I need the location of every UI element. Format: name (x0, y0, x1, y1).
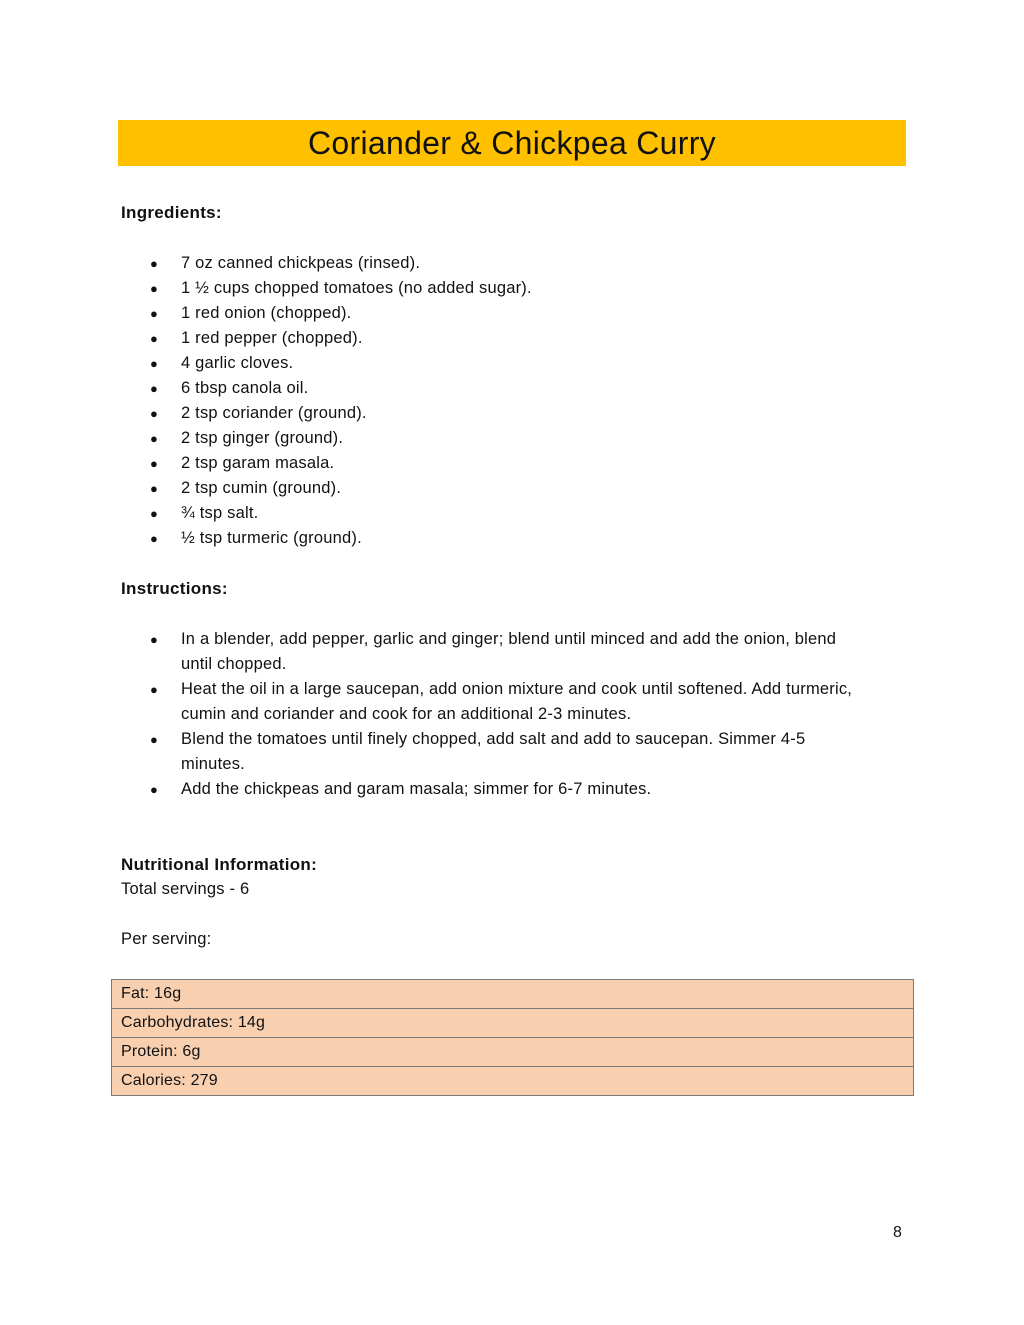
bullet-icon: ● (150, 531, 159, 546)
nutrition-carbohydrates: Carbohydrates: 14g (112, 1009, 914, 1038)
ingredient-item: ● 7 oz canned chickpeas (rinsed). (150, 251, 870, 276)
bullet-icon: ● (150, 732, 159, 747)
nutrition-protein: Protein: 6g (112, 1038, 914, 1067)
nutrition-fat: Fat: 16g (112, 980, 914, 1009)
ingredient-item: ● 1 ½ cups chopped tomatoes (no added sugar). (150, 276, 870, 301)
ingredient-item: ● 2 tsp coriander (ground). (150, 401, 870, 426)
ingredients-list (150, 251, 870, 551)
bullet-icon: ● (150, 256, 159, 271)
nutrition-calories: Calories: 279 (112, 1067, 914, 1096)
nutrition-table (111, 979, 914, 1096)
ingredient-item: ● ½ tsp turmeric (ground). (150, 526, 870, 551)
bullet-icon: ● (150, 481, 159, 496)
bullet-icon: ● (150, 281, 159, 296)
bullet-icon: ● (150, 456, 159, 471)
bullet-icon: ● (150, 331, 159, 346)
bullet-icon: ● (150, 632, 159, 647)
table-row (112, 1067, 914, 1096)
instruction-step: ● Heat the oil in a large saucepan, add onion mixture and cook until softened. Add turmeric, cumin and coriander and cook for an additional 2-3 minutes. (150, 677, 870, 727)
ingredient-item: ● 1 red pepper (chopped). (150, 326, 870, 351)
ingredient-item: ● 4 garlic cloves. (150, 351, 870, 376)
table-row (112, 1009, 914, 1038)
ingredient-item: ● 6 tbsp canola oil. (150, 376, 870, 401)
instructions-heading: Instructions: (121, 579, 228, 598)
bullet-icon: ● (150, 356, 159, 371)
instruction-step: ● Blend the tomatoes until finely chopped, add salt and add to saucepan. Simmer 4-5 minutes. (150, 727, 870, 777)
ingredient-item: ● ¾ tsp salt. (150, 501, 870, 526)
page-number: 8 (893, 1224, 902, 1241)
bullet-icon: ● (150, 682, 159, 697)
bullet-icon: ● (150, 306, 159, 321)
bullet-icon: ● (150, 431, 159, 446)
bullet-icon: ● (150, 782, 159, 797)
ingredient-item: ● 1 red onion (chopped). (150, 301, 870, 326)
ingredient-item: ● 2 tsp ginger (ground). (150, 426, 870, 451)
table-row (112, 980, 914, 1009)
total-servings-text: Total servings - 6 (121, 880, 250, 898)
per-serving-label: Per serving: (121, 930, 212, 948)
instruction-step: ● In a blender, add pepper, garlic and ginger; blend until minced and add the onion, blend until chopped. (150, 627, 870, 677)
ingredients-heading: Ingredients: (121, 203, 222, 222)
recipe-title: Coriander & Chickpea Curry (308, 124, 716, 161)
instruction-step: ● Add the chickpeas and garam masala; simmer for 6-7 minutes. (150, 777, 870, 802)
table-row (112, 1038, 914, 1067)
ingredient-item: ● 2 tsp cumin (ground). (150, 476, 870, 501)
bullet-icon: ● (150, 506, 159, 521)
nutrition-heading: Nutritional Information: (121, 855, 318, 874)
ingredient-item: ● 2 tsp garam masala. (150, 451, 870, 476)
bullet-icon: ● (150, 406, 159, 421)
title-banner (118, 120, 906, 166)
bullet-icon: ● (150, 381, 159, 396)
instructions-list (150, 627, 870, 802)
